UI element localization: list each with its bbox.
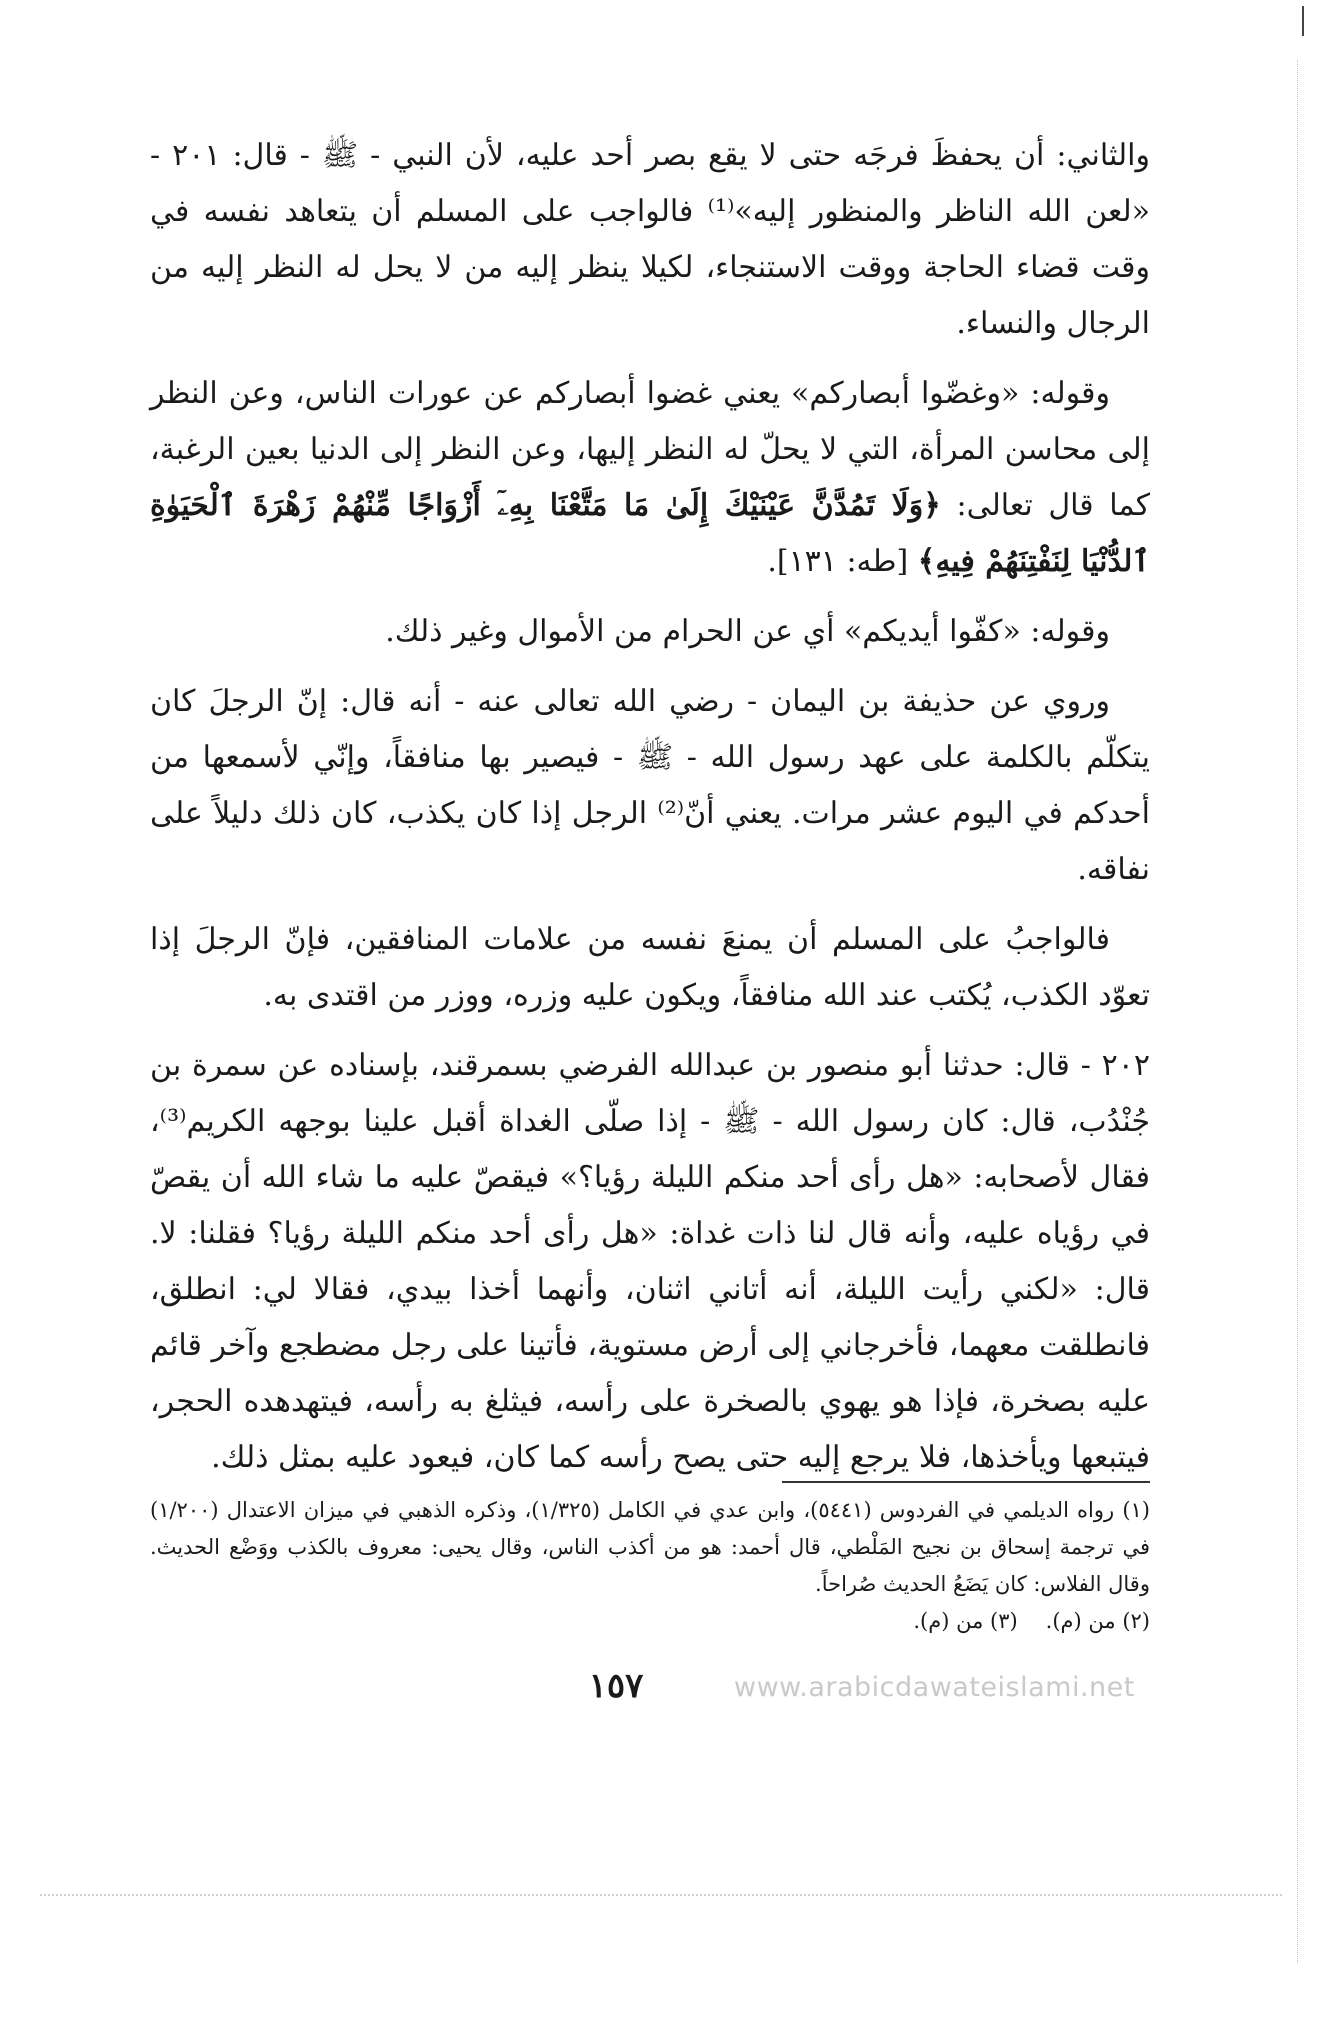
paragraph-3: وقوله: «كفّوا أيديكم» أي عن الحرام من الأموال وغير ذلك. xyxy=(385,614,1110,649)
paragraph-1: والثاني: أن يحفظَ فرجَه حتى لا يقع بصر أحد عليه، لأن النبي - ﷺ - قال: ٢٠١ - «لعن الله الناظر والمنظور إليه»⁽¹⁾ فالواجب على المسلم أن يتعاهد نفسه في وقت قضاء الحاجة ووقت الاستنجاء، لكيلا ينظر إليه من لا يحل له النظر إليه من الرجال والنساء. xyxy=(150,138,1151,341)
paragraph-2-text: وقوله: «وغضّوا أبصاركم» يعني غضوا أبصاركم عن عورات الناس، وعن النظر إلى محاسن المرأة، التي لا يحلّ له النظر إليها، وعن النظر إلى الدنيا بعين الرغبة، كما قال تعالى: xyxy=(150,376,1151,523)
footnote-3: (٣) من (م). xyxy=(913,1609,1018,1633)
paragraph-4: وروي عن حذيفة بن اليمان - رضي الله تعالى عنه - أنه قال: إنّ الرجلَ كان يتكلّم بالكلمة على عهد رسول الله - ﷺ - فيصير بها منافقاً، وإنّي لأسمعها من أحدكم في اليوم عشر مرات. يعني أنّ⁽²⁾ الرجل إذا كان يكذب، كان ذلك دليلاً على نفاقه. xyxy=(150,684,1150,887)
quran-verse: ﴿وَلَا تَمُدَّنَّ عَيْنَيْكَ إِلَىٰ مَا مَتَّعْنَا بِهِۦٓ أَزْوَاجًا مِّنْهُمْ زَهْرَةَ ٱلْحَيَوٰةِ ٱلدُّنْيَا لِنَفْتِنَهُمْ فِيهِ﴾ xyxy=(150,488,1150,579)
footnote-2: (٢) من (م). xyxy=(1045,1609,1150,1633)
paragraph-5: فالواجبُ على المسلم أن يمنعَ نفسه من علامات المنافقين، فإنّ الرجلَ إذا تعوّد الكذب، يُكتب عند الله منافقاً، ويكون عليه وزره، ووزر من اقتدى به. xyxy=(150,922,1150,1013)
footnotes-2-3 xyxy=(150,1603,1150,1640)
page-number: ١٥٧ xyxy=(588,1666,644,1706)
watermark: www.arabicdawateislami.net xyxy=(734,1672,1135,1703)
page-edge-line xyxy=(1297,60,1298,1963)
main-text xyxy=(150,128,1150,1500)
scan-corner-mark xyxy=(1302,6,1304,36)
verse-reference: [طه: ١٣١]. xyxy=(767,544,918,579)
footnotes xyxy=(150,1492,1150,1640)
footnote-separator xyxy=(782,1481,1150,1483)
footnote-1: (١) رواه الديلمي في الفردوس (٥٤٤١)، وابن عدي في الكامل (١/٣٢٥)، وذكره الذهبي في ميزان الاعتدال (١/٢٠٠) في ترجمة إسحاق بن نجيح المَلْطي، قال أحمد: هو من أكذب الناس، وقال يحيى: معروف بالكذب ووَضْع الحديث. وقال الفلاس: كان يَضَعُ الحديث صُراحاً. xyxy=(150,1498,1150,1596)
paragraph-2 xyxy=(150,366,1150,590)
paragraph-6: ٢٠٢ - قال: حدثنا أبو منصور بن عبدالله الفرضي بسمرقند، بإسناده عن سمرة بن جُنْدُب، قال: كان رسول الله - ﷺ - إذا صلّى الغداة أقبل علينا بوجهه الكريم⁽³⁾، فقال لأصحابه: «هل رأى أحد منكم الليلة رؤيا؟» فيقصّ عليه ما شاء الله أن يقصّ في رؤياه عليه، وأنه قال لنا ذات غداة: «هل رأى أحد منكم الليلة رؤيا؟ فقلنا: لا. قال: «لكني رأيت الليلة، أنه أتاني اثنان، وأنهما أخذا بيدي، فقالا لي: انطلق، فانطلقت معهما، فأخرجاني إلى أرض مستوية، فأتينا على رجل مضطجع وآخر قائم عليه بصخرة، فإذا هو يهوي بالصخرة على رأسه، فيثلغ به رأسه، فيتهدهده الحجر، فيتبعها ويأخذها، فلا يرجع إليه حتى يصح رأسه كما كان، فيعود عليه بمثل ذلك. xyxy=(150,1048,1150,1475)
scan-bottom-dots xyxy=(40,1894,1282,1896)
